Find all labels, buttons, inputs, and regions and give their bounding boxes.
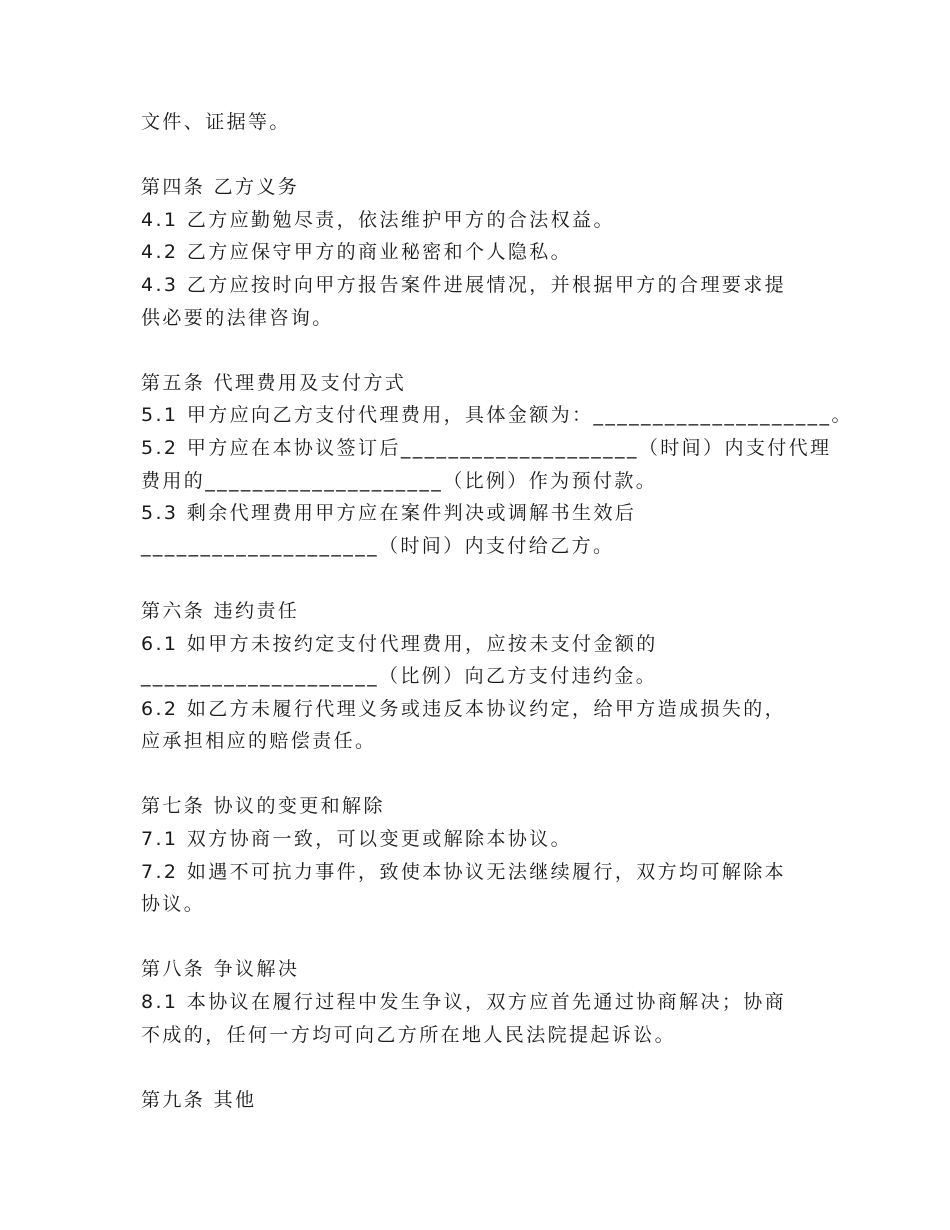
clause-7-1: 7.1 双方协商一致，可以变更或解除本协议。 — [141, 828, 573, 851]
section-heading-article-8: 第八条 争议解决 — [141, 958, 300, 981]
clause-8-1-cont: 不成的，任何一方均可向乙方所在地人民法院提起诉讼。 — [141, 1023, 677, 1046]
clause-6-2: 6.2 如乙方未履行代理义务或违反本协议约定，给甲方造成损失的， — [141, 697, 787, 720]
section-heading-article-7: 第七条 协议的变更和解除 — [141, 795, 385, 818]
clause-6-2-cont: 应承担相应的赔偿责任。 — [141, 730, 377, 753]
section-heading-article-4: 第四条 乙方义务 — [141, 176, 300, 199]
section-heading-article-5: 第五条 代理费用及支付方式 — [141, 371, 407, 394]
text-line: 文件、证据等。 — [141, 111, 291, 133]
clause-4-2: 4.2 乙方应保守甲方的商业秘密和个人隐私。 — [141, 241, 573, 264]
clause-8-1: 8.1 本协议在履行过程中发生争议，双方应首先通过协商解决；协商 — [141, 991, 787, 1014]
section-heading-article-9: 第九条 其他 — [141, 1088, 257, 1111]
clause-5-2: 5.2 甲方应在本协议签订后____________________（时间）内支付代理 — [141, 436, 832, 459]
clause-4-1: 4.1 乙方应勤勉尽责，依法维护甲方的合法权益。 — [141, 208, 615, 231]
clause-6-1-cont: ____________________（比例）向乙方支付违约金。 — [141, 665, 658, 688]
clause-4-3-cont: 供必要的法律咨询。 — [141, 306, 334, 329]
clause-4-3: 4.3 乙方应按时向甲方报告案件进展情况，并根据甲方的合理要求提 — [141, 273, 787, 296]
document-body — [141, 106, 861, 1116]
clause-7-2-cont: 协议。 — [141, 893, 206, 916]
clause-5-3-cont: ____________________（时间）内支付给乙方。 — [141, 534, 615, 557]
clause-5-3: 5.3 剩余代理费用甲方应在案件判决或调解书生效后 — [141, 502, 637, 525]
clause-6-1: 6.1 如甲方未按约定支付代理费用，应按未支付金额的 — [141, 632, 658, 655]
clause-5-1: 5.1 甲方应向乙方支付代理费用，具体金额为：____________________。 — [141, 404, 853, 427]
clause-5-2-cont: 费用的____________________（比例）作为预付款。 — [141, 469, 658, 492]
section-heading-article-6: 第六条 违约责任 — [141, 599, 300, 622]
clause-7-2: 7.2 如遇不可抗力事件，致使本协议无法继续履行，双方均可解除本 — [141, 860, 787, 883]
